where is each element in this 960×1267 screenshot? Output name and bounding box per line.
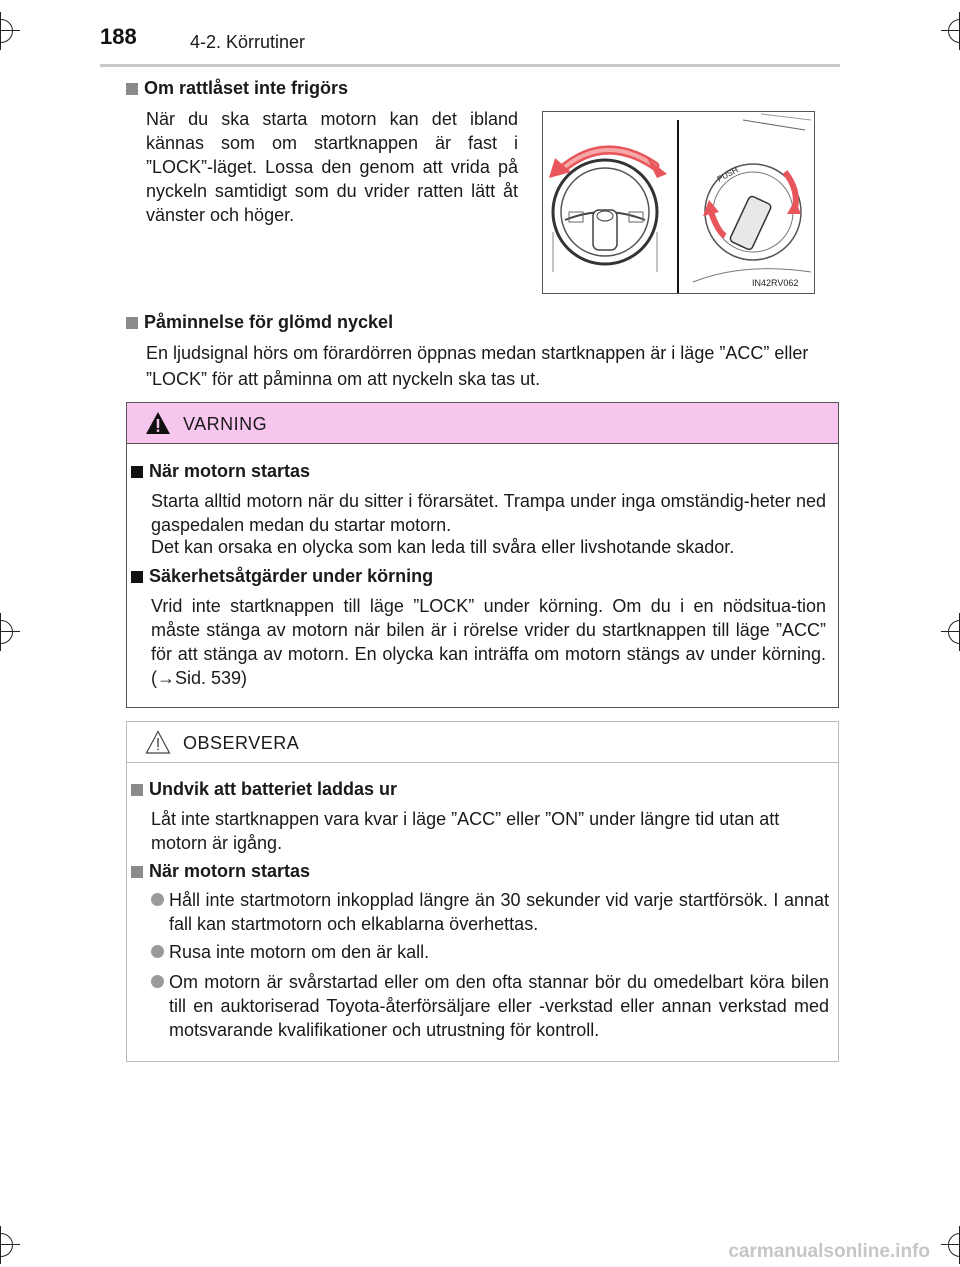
circle-bullet-icon [151, 945, 164, 958]
watermark: carmanualsonline.info [728, 1241, 930, 1262]
steering-lock-figure [542, 111, 815, 294]
caution-triangle-icon [145, 730, 171, 754]
section-title: 4-2. Körrutiner [190, 32, 306, 52]
observera-item1-body: Låt inte startknappen vara kvar i läge ”ACC” eller ”ON” under längre tid utan att motorn är igång. [151, 809, 780, 853]
registration-mark-bottom-right [948, 1233, 960, 1257]
circle-bullet-icon [151, 975, 164, 988]
push-label: PUSH [715, 165, 740, 184]
section2-heading: Påminnelse för glömd nyckel [126, 312, 393, 333]
observera-box [126, 721, 839, 1062]
registration-mark-top-right [948, 19, 960, 43]
warning-box [126, 402, 839, 708]
figure-code: IN42RV062 [752, 278, 799, 288]
list-item [151, 970, 829, 1042]
warning-item2-body: Vrid inte startknappen till läge ”LOCK” under körning. Om du i en nödsitua-tion måste stänga av motorn när bilen är i rörelse vrider du startknappen till läge ”ACC” för att stänga av motorn. En olycka kan inträffa om motorn stängs av under körning. (→Sid. 539) [151, 596, 826, 688]
warning-item1-heading: När motorn startas [131, 461, 310, 482]
warning-item2-heading: Säkerhetsåtgärder under körning [131, 566, 433, 587]
warning-header [127, 403, 838, 444]
list-item [151, 888, 829, 936]
list-item-text: Rusa inte motorn om den är kall. [169, 942, 430, 962]
square-bullet-icon [126, 83, 138, 95]
square-bullet-icon [131, 571, 143, 583]
page-number: 188 [100, 24, 137, 49]
section1-body: När du ska starta motorn kan det ibland kännas som om startknappen är fast i ”LOCK”-läget. Lossa den genom att vrida på nyckeln samtidigt som du vrider ratten lätt åt vänster och höger. [146, 109, 518, 225]
header-rule [100, 64, 840, 67]
square-bullet-icon [131, 466, 143, 478]
observera-item2-heading: När motorn startas [131, 861, 310, 882]
page-reference: Sid. 539) [175, 668, 248, 688]
registration-mark-mid-right [948, 620, 960, 644]
warning-triangle-icon [145, 411, 171, 435]
steering-wheel-illustration [543, 112, 814, 293]
registration-mark-mid-left [0, 620, 13, 644]
observera-title: OBSERVERA [183, 733, 300, 753]
warning-title: VARNING [183, 414, 268, 434]
section1-heading: Om rattlåset inte frigörs [126, 78, 348, 99]
circle-bullet-icon [151, 893, 164, 906]
list-item-text: Håll inte startmotorn inkopplad längre än 30 sekunder vid varje startförsök. I annat fall kan startmotorn och elkablarna överhettas. [169, 890, 829, 934]
registration-mark-top-left [0, 19, 13, 43]
observera-item1-heading: Undvik att batteriet laddas ur [131, 779, 397, 800]
square-bullet-icon [126, 317, 138, 329]
section2-body: En ljudsignal hörs om förardörren öppnas medan startknappen är i läge ”ACC” eller ”LOCK” för att påminna om att nyckeln ska tas ut. [146, 343, 809, 389]
registration-mark-bottom-left [0, 1233, 13, 1257]
reference-arrow-icon: → [157, 668, 175, 688]
warning-item1-line1: Starta alltid motorn när du sitter i förarsätet. Trampa under inga omständig-heter ned gaspedalen medan du startar motorn. [151, 491, 826, 535]
square-bullet-icon [131, 784, 143, 796]
observera-header [127, 722, 838, 763]
list-item [151, 940, 829, 964]
square-bullet-icon [131, 866, 143, 878]
list-item-text: Om motorn är svårstartad eller om den ofta stannar bör du omedelbart köra bilen till en auktoriserad Toyota-återförsäljare eller -verkstad eller annan verkstad med motsvarande kvalifikationer och utrustning för kontroll. [169, 972, 829, 1040]
warning-item1-line2: Det kan orsaka en olycka som kan leda till svåra eller livshotande skador. [151, 537, 735, 557]
